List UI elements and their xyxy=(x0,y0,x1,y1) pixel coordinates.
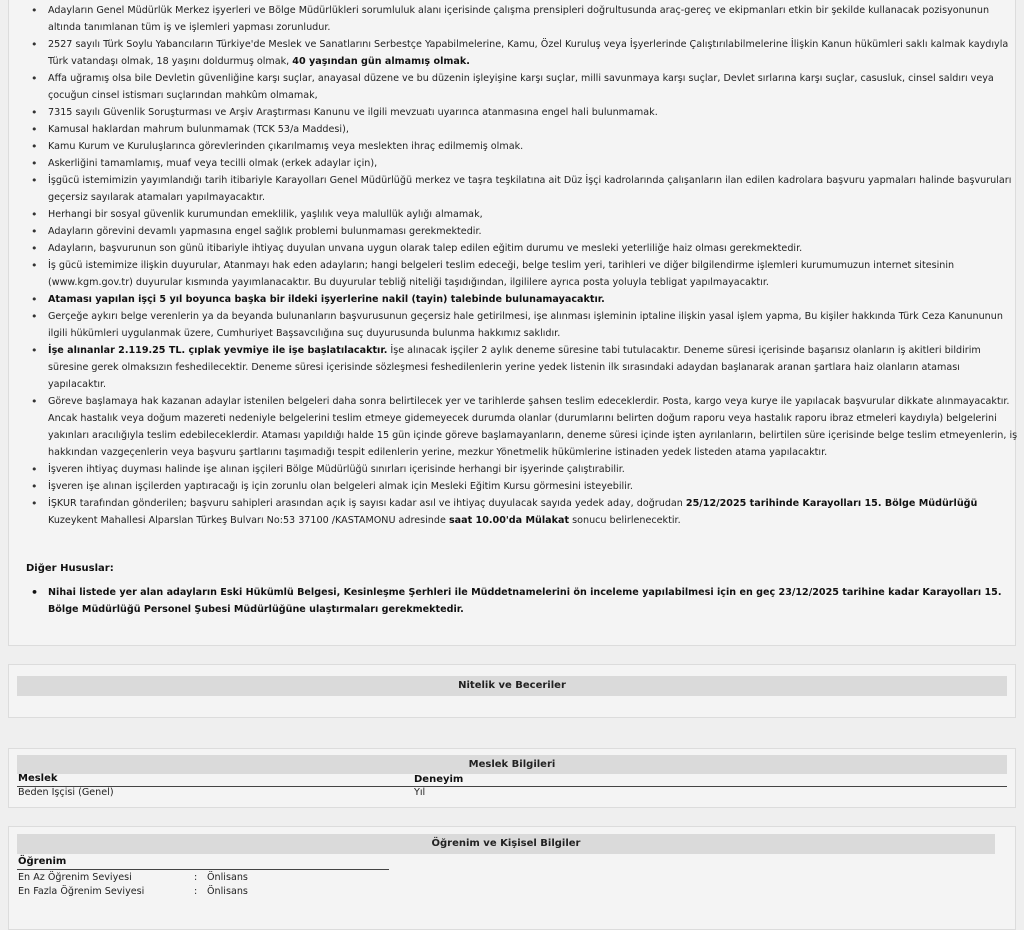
profession-section xyxy=(8,748,1016,808)
divider xyxy=(17,786,1007,787)
list-item xyxy=(31,257,1019,291)
list-item xyxy=(31,308,1019,342)
experience-header: Deneyim xyxy=(414,774,464,785)
list-item: • Nihai listede yer alan adayların Eski Hükümlü Belgesi, Kesinleşme Şerhleri ile Müddetnamelerini ön inceleme yapılabilmesi için en geç 23/12/2025 tarihine kadar Karayolları 15. Bölge Müdürlüğü Personel Şubesi Müdürlüğüne ulaştırmaları gerekmektedir. xyxy=(31,584,1019,618)
text: Adayların, başvurunun son günü itibariyle ihtiyaç duyulan unvana uygun olarak talep edilen eğitim durumu ve mesleki yeterliliğe haiz olması gerekmektedir. xyxy=(48,243,803,254)
profession-header: Meslek xyxy=(18,773,58,784)
max-education-sep: : xyxy=(194,886,198,897)
text: İşe alınacak işçiler 2 aylık deneme süresine tabi tutulacaktır. Deneme süresi içerisinde başarısız olanların iş akitleri bildirim süresine gerek olmaksızın feshedilecektir. Deneme süresi içerisinde sözleşmesi feshedilenlerin yerine yedek listenin ilk sırasındaki adaydan başlanarak aranan şartlara haiz olanların ataması yapılacaktır. xyxy=(48,345,981,390)
education-subheading: Öğrenim xyxy=(18,856,67,867)
text: Adayların görevini devamlı yapmasına engel sağlık problemi bulunmaması gerekmektedir. xyxy=(48,226,482,237)
other-matters-heading: Diğer Hususlar: xyxy=(26,563,114,574)
list-item xyxy=(31,155,1019,172)
text: 7315 sayılı Güvenlik Soruşturması ve Arşiv Araştırması Kanunu ve ilgili mevzuatı uyarınca atanmasına engel hali bulunmamak. xyxy=(48,107,658,118)
list-item xyxy=(31,478,1019,495)
emphasized-text: Ataması yapılan işçi 5 yıl boyunca başka bir ildeki işyerlerine nakil (tayin) talebinde bulunamayacaktır. xyxy=(48,294,605,305)
emphasized-text: İşe alınanlar 2.119.25 TL. çıplak yevmiye ile işe başlatılacaktır. xyxy=(48,345,388,356)
list-item xyxy=(31,495,1019,529)
text: Askerliğini tamamlamış, muaf veya tecilli olmak (erkek adaylar için), xyxy=(48,158,378,169)
text: Herhangi bir sosyal güvenlik kurumundan emeklilik, yaşlılık veya malullük aylığı almamak, xyxy=(48,209,483,220)
text: Adayların Genel Müdürlük Merkez işyerleri ve Bölge Müdürlükleri sorumluluk alanı içerisinde çalışma prensipleri doğrultusunda araç-gereç ve ekipmanları etkin bir şekilde kullanacak pozisyonunun altında tanımlanan tüm iş ve işlemleri yapması zorunludur. xyxy=(48,5,990,33)
list-item xyxy=(31,2,1019,36)
max-education-value: Önlisans xyxy=(207,886,248,897)
list-item xyxy=(31,240,1019,257)
text: İş gücü istemimize ilişkin duyurular, Atanmayı hak eden adayların; hangi belgeleri teslim edeceği, belge teslim yeri, tarihleri ve diğer bilgilendirme işlemleri kurumumuzun internet sitesinin (www.kgm.gov.tr) duyurular kısmında yayımlanacaktır. Bu duyurular tebliğ niteliği taşıdığından, ilgililere ayrıca posta yoluyla tebligat yapılmayacaktır. xyxy=(48,260,955,288)
section-title: Öğrenim ve Kişisel Bilgiler xyxy=(17,834,995,854)
text: İşveren işe alınan işçilerden yaptıracağı iş için zorunlu olan belgeleri almak için Mesleki Eğitim Kursu görmesini isteyebilir. xyxy=(48,481,633,492)
text: Kuzeykent Mahallesi Alparslan Türkeş Bulvarı No:53 37100 /KASTAMONU adresinde xyxy=(48,515,449,526)
list-item xyxy=(31,291,1019,308)
list-item xyxy=(31,461,1019,478)
text: İşveren ihtiyaç duyması halinde işe alınan işçileri Bölge Müdürlüğü sınırları içerisinde herhangi bir işyerinde çalıştırabilir. xyxy=(48,464,625,475)
list-item xyxy=(31,172,1019,206)
requirements-panel xyxy=(8,0,1016,646)
text: Kamusal haklardan mahrum bulunmamak (TCK 53/a Maddesi), xyxy=(48,124,349,135)
list-item xyxy=(31,70,1019,104)
list-item xyxy=(31,223,1019,240)
text: Kamu Kurum ve Kuruluşlarınca görevlerinden çıkarılmamış veya meslekten ihraç edilmemiş olmak. xyxy=(48,141,524,152)
education-section xyxy=(8,826,1016,930)
emphasized-text: 40 yaşından gün almamış olmak. xyxy=(292,56,470,67)
requirements-list xyxy=(31,2,1019,529)
min-education-label: En Az Öğrenim Seviyesi xyxy=(18,872,132,883)
text: İşgücü istemimizin yayımlandığı tarih itibariyle Karayolları Genel Müdürlüğü merkez ve taşra teşkilatına ait Düz İşçi kadrolarında çalışanların ilan edilen kadrolara başvuru yapmaları halinde başvuruları geçersiz sayılarak atamaları yapılmayacaktır. xyxy=(48,175,1012,203)
text: Affa uğramış olsa bile Devletin güvenliğine karşı suçlar, anayasal düzene ve bu düzenin işleyişine karşı suçlar, milli savunmaya karşı suçlar, Devlet sırlarına karşı suçlar, casusluk, cinsel saldırı veya çocuğun cinsel istismarı suçlarından mahkûm olmamak, xyxy=(48,73,994,101)
text: Gerçeğe aykırı belge verenlerin ya da beyanda bulunanların başvurusunun geçersiz hale getirilmesi, işe alınması işleminin iptaline ilişkin yasal işlem yapma, Bu kişiler hakkında Türk Ceza Kanununun ilgili hükümleri uygulanmak üzere, Cumhuriyet Başsavcılığına suç duyurusunda bulunma hakkımız saklıdır. xyxy=(48,311,1003,339)
text: İŞKUR tarafından gönderilen; başvuru sahipleri arasından açık iş sayısı kadar asıl ve ihtiyaç duyulacak sayıda yedek aday, doğrudan xyxy=(48,498,686,509)
min-education-sep: : xyxy=(194,872,198,883)
experience-value: Yıl xyxy=(414,787,426,798)
emphasized-text: saat 10.00'da Mülakat xyxy=(448,515,570,526)
list-item xyxy=(31,121,1019,138)
list-item xyxy=(31,104,1019,121)
text: 2527 sayılı Türk Soylu Yabancıların Türkiye'de Meslek ve Sanatlarını Serbestçe Yapabilmelerine, Kamu, Özel Kuruluş veya İşyerlerinde Çalıştırılabilmelerine İlişkin Kanun hükümleri saklı kalmak kaydıyla Türk vatandaşı olmak, 18 yaşını doldurmuş olmak, xyxy=(48,39,1009,67)
section-title: Meslek Bilgileri xyxy=(17,755,1007,774)
skills-section xyxy=(8,664,1016,718)
profession-value: Beden İşçisi (Genel) xyxy=(18,787,114,798)
text: Göreve başlamaya hak kazanan adaylar istenilen belgeleri daha sonra belirtilecek yer ve tarihlerde şahsen teslim edeceklerdir. Posta, kargo veya kurye ile yapılacak başvurular dikkate alınmayacaktır. Ancak hastalık veya doğum mazereti nedeniyle belgelerini teslim etmeye gidemeyecek durumda olanlar (durumlarını belirten doğum raporu veya hastalık raporu ibraz etmeleri kaydıyla) belgelerini yakınları aracılığıyla teslim edebileceklerdir. Ataması yapıldığı halde 15 gün içinde göreve başlamayanların, deneme süresi içinde işten ayrılanların, belirtilen süre içerisinde belge teslim etmeyenlerin, iş hakkından vazgeçenlerin veya başvuru şartlarını taşımadığı tespit edilenlerin yerine, mezkur Yönetmelik hükümlerine istinaden yedek listeden atama yapılacaktır. xyxy=(48,396,1018,458)
section-title: Nitelik ve Beceriler xyxy=(17,676,1007,696)
min-education-value: Önlisans xyxy=(207,872,248,883)
list-item xyxy=(31,393,1019,461)
list-item xyxy=(31,342,1019,393)
max-education-label: En Fazla Öğrenim Seviyesi xyxy=(18,886,145,897)
list-item xyxy=(31,206,1019,223)
divider xyxy=(17,869,389,870)
other-matters-list xyxy=(31,584,1019,618)
text: sonucu belirlenecektir. xyxy=(569,515,681,526)
list-item xyxy=(31,36,1019,70)
list-item xyxy=(31,138,1019,155)
emphasized-text: 25/12/2025 tarihinde Karayolları 15. Bölge Müdürlüğü xyxy=(685,498,978,509)
